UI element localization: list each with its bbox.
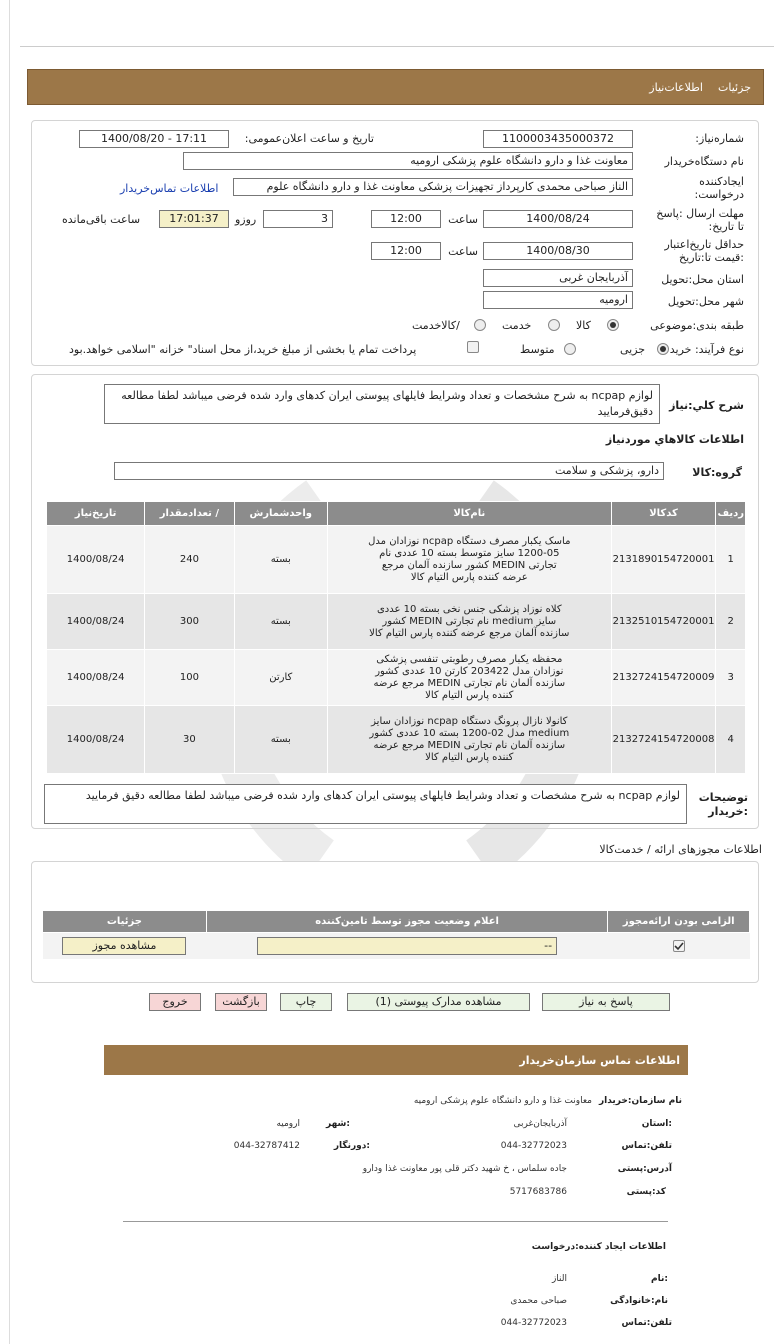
org-label: نام سازمان:خریدار [598,1096,682,1106]
cat-service-radio[interactable] [548,319,560,331]
contact-province-label: :استان [641,1119,672,1129]
address-value: جاده سلماس ، خ شهید دکتر قلی پور معاونت غذا ودارو [362,1164,567,1174]
days-field: 3 [263,210,333,228]
th-row: رديف [716,502,746,526]
th-unit: واحدشمارش [234,502,327,526]
cell-unit: بسته [234,706,327,774]
cell-name: کانولا نازال پرونگ دستگاه ncpap نوزادان سایز medium مدل 02-1200 بسته 10 عددی کشور سازنده آلمان نام تجارتی MEDIN مرجع عرضه کننده پارس التیام کالا [327,706,611,774]
validity-time-field: 12:00 [371,242,441,260]
cell-name: ماسک یکبار مصرف دستگاه ncpap نوزادان مدل 05-1200 سایز متوسط بسته 10 عددی نام تجارتی MEDIN کشور سازنده آلمان مرجع عرضه کننده پارس التیام کالا [327,526,611,594]
cat-goods-service-label: /کالاخدمت [412,319,460,332]
cell-code: 2132510154720001 [611,594,716,650]
announce-field: 1400/08/20 - 17:11 [79,130,229,148]
process-label: نوع فرآیند: خرید [669,343,744,356]
cell-name: محفظه یکبار مصرف رطوبتی تنفسی پزشکی نوزادان مدل 203422 کارتن 10 عددی کشور سازنده آلمان نام تجارتی MEDIN مرجع عرضه کننده پارس التیام کالا [327,650,611,706]
cell-code: 2131890154720001 [611,526,716,594]
group-label: گروه:کالا [692,466,742,479]
buyer-notes-text: لوازم ncpap به شرح مشخصات و تعداد وشرایط فایلهای پیوستی ایران کدهای وارد شده فرضی میباشد لطفا مطالعه دقیق فرمایید [85,789,680,802]
print-button[interactable]: چاپ [280,993,332,1011]
contact-city-value: ارومیه [276,1119,300,1129]
cat-goods-label: کالا [576,319,591,332]
reply-time-label: ساعت [448,213,478,226]
top-rule [20,46,774,47]
cell-name: کلاه نوزاد پزشکی جنس نخی بسته 10 عددی سایز medium نام تجارتی MEDIN کشور سازنده آلمان مرجع عرضه کننده پارس التیام کالا [327,594,611,650]
permit-required-checkbox [673,940,685,952]
proc-medium-radio[interactable] [564,343,576,355]
cell-date: 1400/08/24 [47,526,145,594]
cell-row: 3 [716,650,746,706]
reply-time-field: 12:00 [371,210,441,228]
contact-divider [123,1221,668,1222]
cell-unit: کارتن [234,650,327,706]
cell-qty: 240 [145,526,234,594]
cell-qty: 100 [145,650,234,706]
buyer-org-field: معاونت غذا و دارو دانشگاه علوم پزشکی ارومیه [183,152,633,170]
permits-header [43,911,750,933]
back-button[interactable]: بازگشت [215,993,267,1011]
goods-table-header [47,502,746,526]
th-date: تاریخ‌نیاز [47,502,145,526]
days-label: روزو [235,213,257,226]
summary-label: شرح کلي:نياز [669,399,744,412]
phone-label: تلفن:تماس [621,1141,672,1151]
table-row [47,650,746,706]
city-field: ارومیه [483,291,633,309]
treasury-note: پرداخت تمام یا بخشی از مبلغ خرید،از محل اسناد" خزانه "اسلامی خواهد.بود [69,343,417,356]
buyer-notes-box [44,784,687,824]
cat-goods-radio[interactable] [607,319,619,331]
th-permit-required: الزامی بودن ارائه‌مجوز [608,911,750,933]
cell-row: 2 [716,594,746,650]
remaining-time-box: 17:01:37 [159,210,229,228]
permit-status-field: -- [257,937,557,955]
summary-text: لوازم ncpap به شرح مشخصات و تعداد وشرایط فایلهای پیوستی ایران کدهای وارد شده فرضی میباشد لطفا مطالعه دقیق‌فرمایید [121,389,653,418]
cat-service-label: خدمت [502,319,532,332]
validity-label: حداقل تاریخ‌اعتبار :قیمت تا:تاریخ [664,238,744,264]
cell-unit: بسته [234,594,327,650]
cell-row: 4 [716,706,746,774]
permits-title: اطلاعات مجوزهای ارائه / خدمت‌کالا [599,843,762,856]
creator-field: الناز صباحی محمدی کارپرداز تجهیزات پزشکی معاونت غذا و دارو دانشگاه علوم [233,178,633,196]
need-number-field: 1100003435000372 [483,130,633,148]
creator-label: ایجادکننده درخواست: [694,175,744,201]
th-qty: / تعدادمقدار [145,502,234,526]
th-code: کدکالا [611,502,716,526]
tab-need-info[interactable]: اطلاعات‌نیاز [649,81,703,94]
left-rule [9,0,10,1344]
cell-code: 2132724154720008 [611,706,716,774]
check-icon [674,941,684,951]
permit-status-cell [206,933,608,959]
goods-table [46,501,746,774]
province-field: آذربایجان غربی [483,269,633,287]
cell-code: 2132724154720009 [611,650,716,706]
contact-city-label: :شهر [326,1119,350,1129]
cell-qty: 30 [145,706,234,774]
buyer-contact-link[interactable]: اطلاعات تماس‌خریدار [120,182,219,195]
creator-info-title: اطلاعات ایجاد کننده:درخواست [531,1242,666,1252]
proc-medium-label: متوسط [520,343,555,356]
category-label: طبقه بندی:موضوعی [650,319,744,332]
need-number-label: شماره‌نیاز: [695,132,744,145]
table-row [47,706,746,774]
proc-partial-label: جزیی [620,343,646,356]
fax-value: 044-32787412 [233,1141,300,1151]
reply-button[interactable]: پاسخ به نیاز [542,993,670,1011]
table-row [47,594,746,650]
remaining-label: ساعت باقی‌مانده [62,213,141,226]
permit-row [43,933,750,959]
fax-label: :دورنگار [333,1141,370,1151]
creator-phone-value: 044-32772023 [500,1318,567,1328]
permit-required-cell [608,933,750,959]
org-value: معاونت غذا و دارو دانشگاه علوم پزشکی ارومیه [413,1096,592,1106]
province-label: استان محل:تحویل [661,273,744,286]
cell-date: 1400/08/24 [47,594,145,650]
cell-qty: 300 [145,594,234,650]
group-field: دارو، پزشکی و سلامت [114,462,664,480]
phone-value: 044-32772023 [500,1141,567,1151]
contact-title: اطلاعات تماس سازمان‌خریدار [519,1054,680,1067]
tab-details[interactable]: جزئیات [718,81,751,94]
th-name: نام‌کالا [327,502,611,526]
family-value: صباحی محمدی [510,1296,567,1306]
postal-value: 5717683786 [509,1187,567,1197]
family-label: نام:خانوادگی [610,1296,668,1306]
attachments-button[interactable]: مشاهده مدارک پیوستی (1) [347,993,530,1011]
page-header [27,69,764,105]
treasury-checkbox[interactable] [467,341,479,353]
goods-info-title: اطلاعات کالاهاي موردنياز [605,433,744,446]
permits-table [42,910,750,959]
postal-label: کد:پستی [626,1187,666,1197]
th-permit-details: جزئیات [43,911,207,933]
cat-goods-service-radio[interactable] [474,319,486,331]
contact-header [104,1045,688,1075]
cell-row: 1 [716,526,746,594]
permit-details-cell [43,933,207,959]
reply-deadline-label: مهلت ارسال :پاسخ تا تاریخ: [656,207,744,233]
cell-date: 1400/08/24 [47,650,145,706]
proc-partial-radio[interactable] [657,343,669,355]
th-permit-status: اعلام وضعیت مجوز توسط تامین‌کننده [206,911,608,933]
reply-date-field: 1400/08/24 [483,210,633,228]
exit-button[interactable]: خروج [149,993,201,1011]
view-permit-button[interactable]: مشاهده مجوز [62,937,186,955]
address-label: آدرس:پستی [617,1164,672,1174]
summary-text-box [104,384,660,424]
cell-unit: بسته [234,526,327,594]
announce-label: تاریخ و ساعت اعلان‌عمومی: [244,132,374,145]
city-label: شهر محل:تحویل [667,295,744,308]
buyer-org-label: نام دستگاه‌خریدار [664,155,744,168]
contact-province-value: آذربایجان‌غربی [513,1119,567,1129]
buyer-notes-label: توضیحات :خریدار [698,791,748,818]
cell-date: 1400/08/24 [47,706,145,774]
validity-date-field: 1400/08/30 [483,242,633,260]
creator-phone-label: تلفن:تماس [621,1318,672,1328]
name-value: الناز [551,1274,567,1284]
validity-time-label: ساعت [448,245,478,258]
name-label: :نام [651,1274,668,1284]
table-row [47,526,746,594]
